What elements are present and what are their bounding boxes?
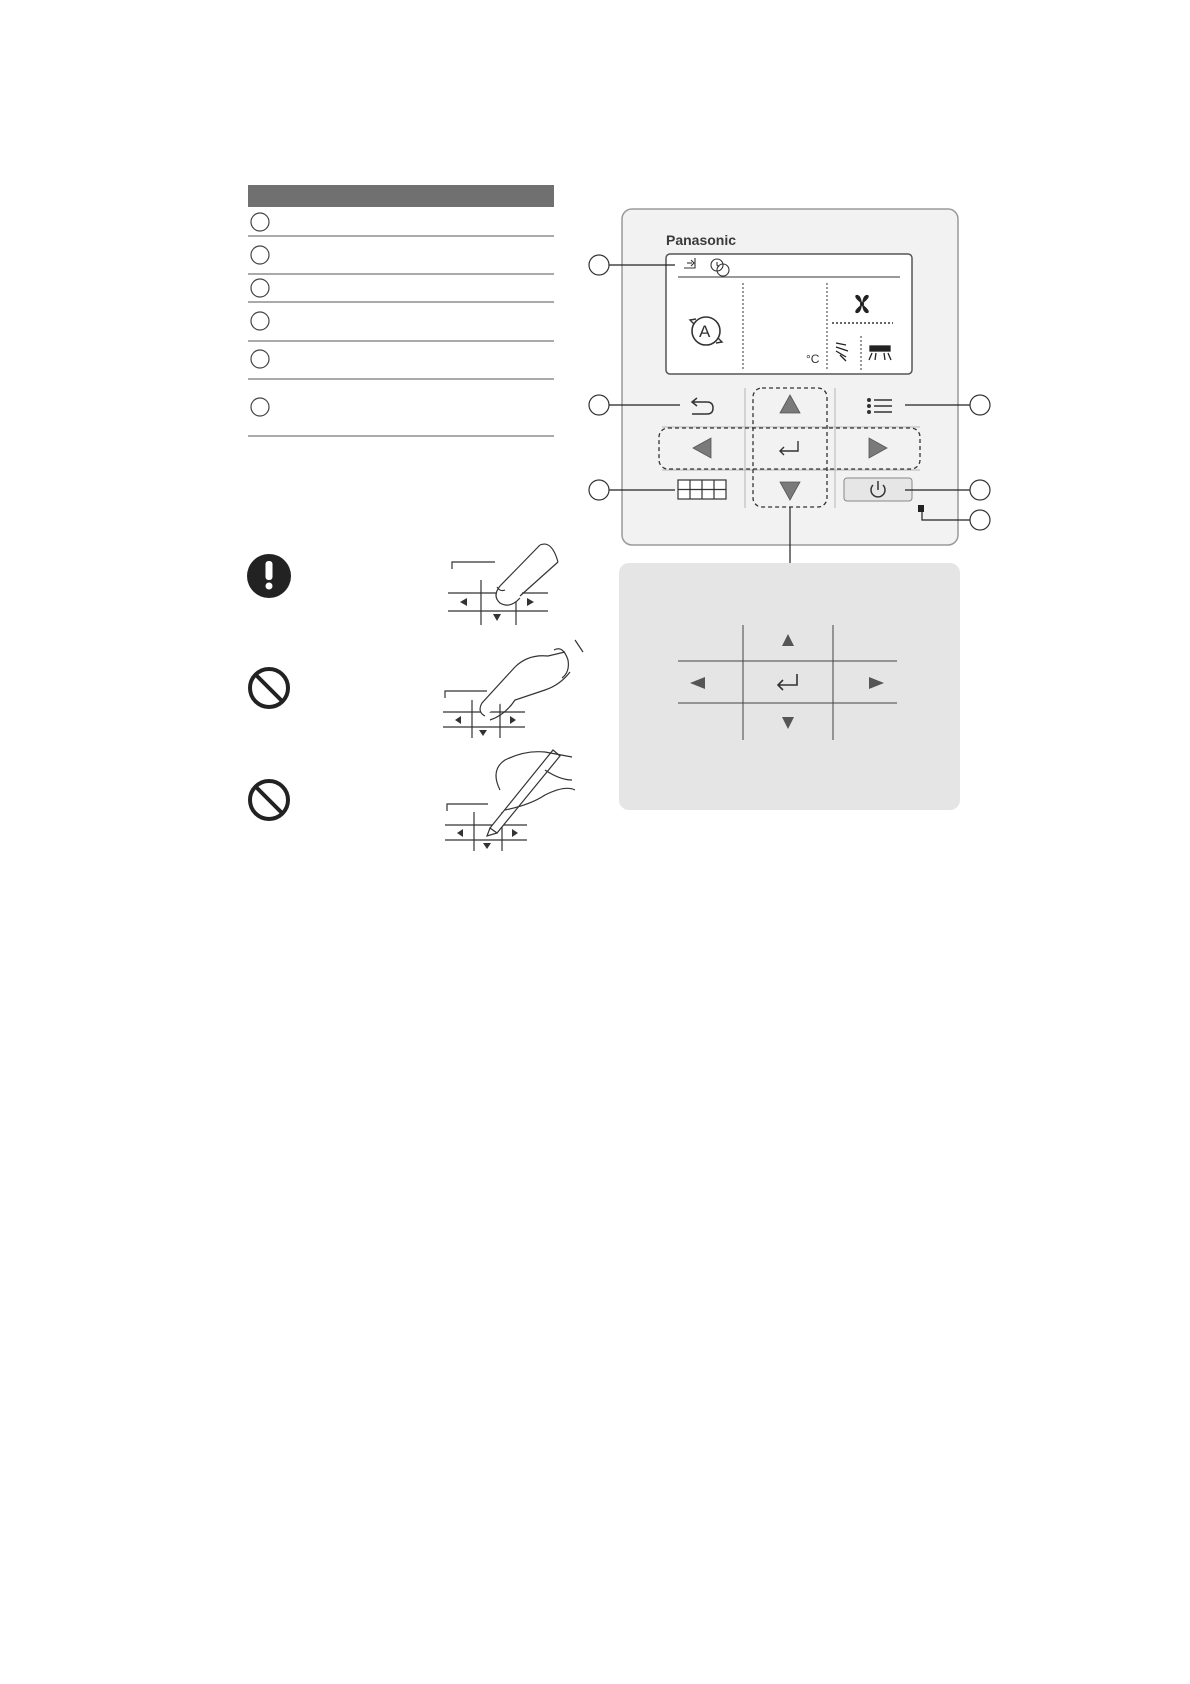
small-arrows-3 bbox=[457, 829, 518, 849]
small-arrows-1 bbox=[460, 598, 534, 621]
pen-press-illustration bbox=[445, 750, 575, 851]
power-button[interactable] bbox=[844, 478, 912, 501]
enlarged-arrow-pad-inset bbox=[619, 563, 960, 810]
table-header-bar bbox=[248, 185, 554, 207]
svg-text:A: A bbox=[699, 322, 711, 341]
small-arrows-2 bbox=[455, 716, 516, 736]
schedule-grid-button[interactable] bbox=[678, 480, 726, 499]
table-row-number-circles bbox=[251, 213, 269, 416]
fingertip-touch-illustration bbox=[448, 544, 558, 625]
prohibition-icon bbox=[250, 781, 288, 819]
finger-press-illustration bbox=[443, 640, 583, 738]
brand-logo: Panasonic bbox=[666, 232, 737, 248]
prohibition-icon bbox=[250, 669, 288, 707]
exclamation-icon bbox=[247, 554, 291, 598]
table-lines bbox=[248, 236, 554, 436]
grid-icon bbox=[678, 480, 726, 499]
temperature-unit: °C bbox=[806, 352, 820, 366]
operation-lamp bbox=[918, 505, 924, 512]
